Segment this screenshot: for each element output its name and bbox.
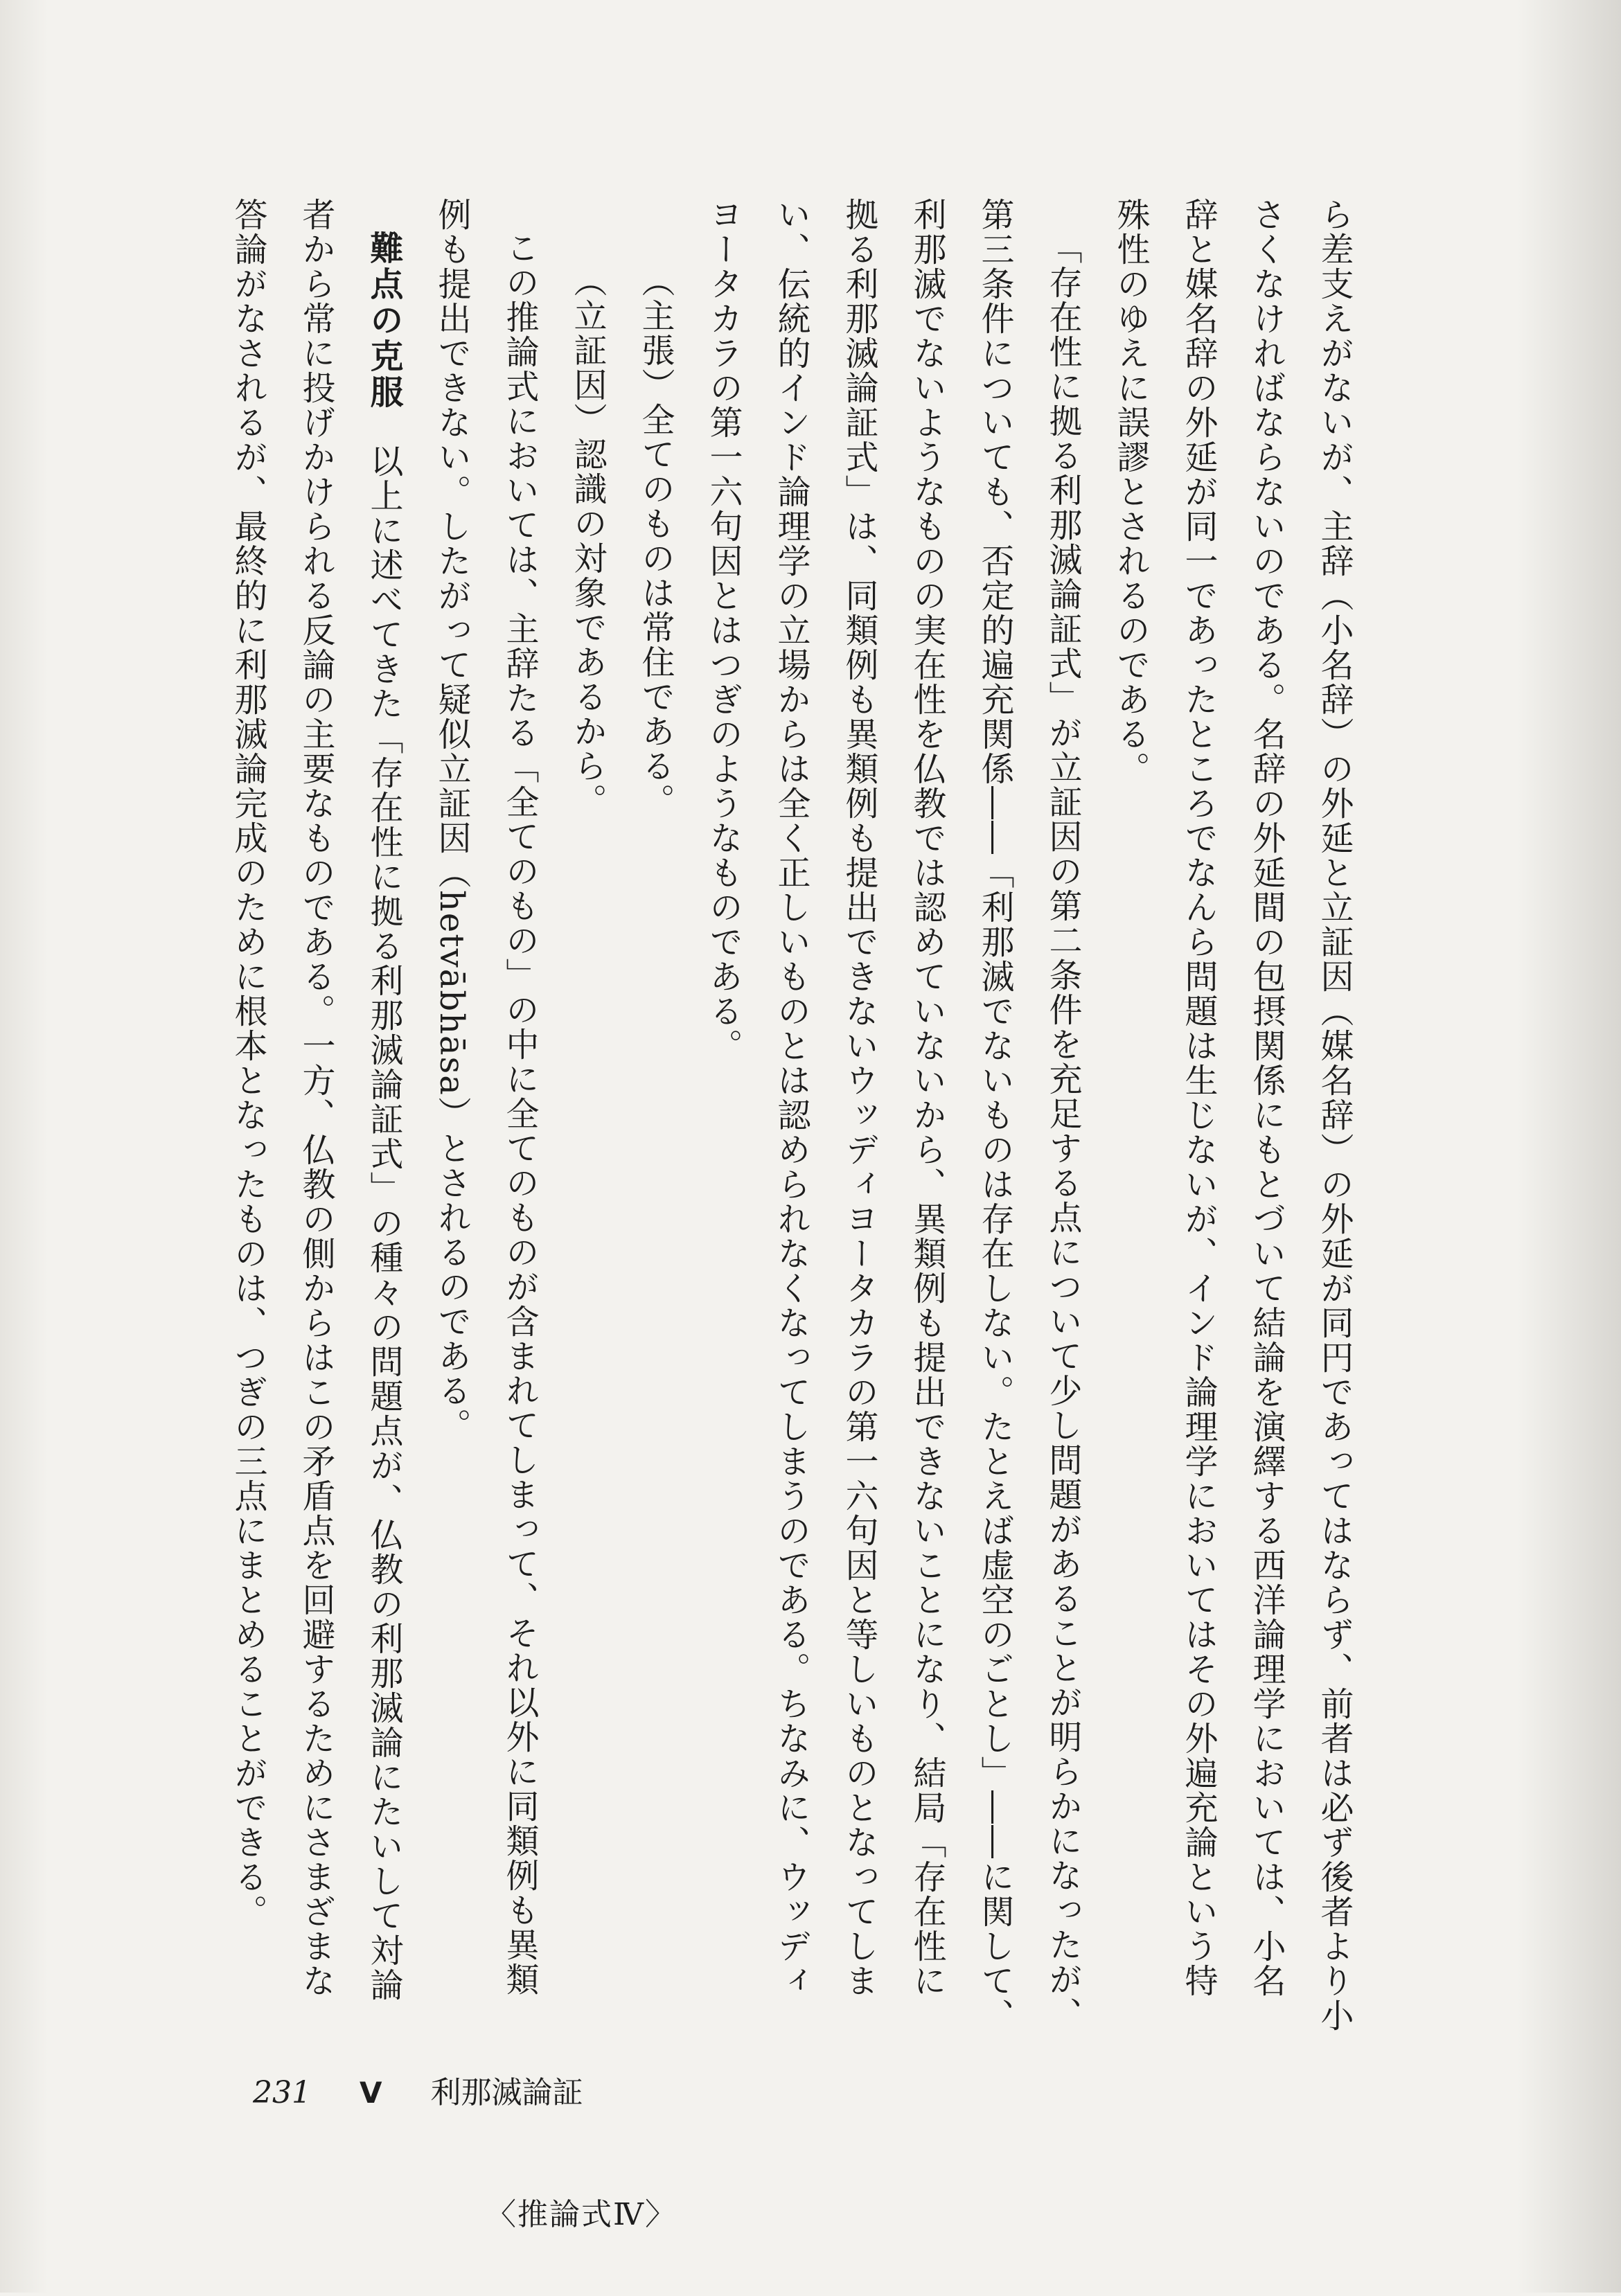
text-line-04: 殊性のゆえに誤謬とされるのである。 — [1111, 197, 1150, 786]
formula-label: 〈推論式Ⅳ〉 — [486, 2197, 677, 2232]
scan-shade-left — [0, 0, 48, 2293]
text-line-01: ら差支えがないが、主辞（小名辞）の外延と立証因（媒名辞）の外延が同円であってはならず、前者は必ず後者より小 — [1315, 197, 1354, 2033]
section-heading: 難点の克服 — [364, 231, 403, 411]
text-line-08: 拠る利那滅論証式」は、同類例も異類例も提出できないウッディヨータカラの第一六句因と等しいものとなってしま — [840, 197, 878, 1998]
text-line-15-main: 以上に述べてきた「存在性に拠る利那滅論証式」の種々の問題点が、仏教の利那滅論にたいして対論 — [364, 444, 403, 2002]
text-line-06: 第三条件についても、否定的遍充関係――「利那滅でないものは存在しない。たとえば虚空のごとし」――に関して、 — [975, 197, 1014, 2033]
text-line-07: 利那滅でないようなものの実在性を仏教では認めていないから、異類例も提出できないことになり、結局「存在性に — [907, 197, 946, 1998]
vertical-body-text — [204, 197, 1368, 2296]
text-line-14: 例も提出できない。したがって疑似立証因（hetvābhāsa）とされるのである。 — [432, 197, 471, 1443]
text-line-17: 答論がなされるが、最終的に利那滅論完成のために根本となったものは、つぎの三点にまとめることができる。 — [229, 197, 267, 1929]
text-line-15 — [350, 197, 418, 2296]
text-line-02: さくなければならないのである。名辞の外延間の包摂関係にもとづいて結論を演繹する西洋論理学においては、小名 — [1247, 197, 1286, 1998]
text-line-12: （立証因）認識の対象であるから。 — [568, 264, 607, 818]
scan-shade-right — [1517, 0, 1621, 2293]
text-line-13-main: この推論式においては、主辞たる「全てのもの」の中に全てのものが含まれてしまって、それ以外に同類例も異類 — [500, 231, 539, 1997]
running-title: 利那滅論証 — [430, 2075, 583, 2110]
page-number: 231 — [253, 2075, 311, 2110]
text-line-16: 者から常に投げかけられる反論の主要なものである。一方、仏教の側からはこの矛盾点を回避するためにさまざまな — [296, 197, 335, 1998]
page-footer — [253, 2067, 583, 2109]
text-line-03: 辞と媒名辞の外延が同一であったところでなんら問題は生じないが、インド論理学においてはその外遍充論という特 — [1179, 197, 1218, 1998]
chapter-number: V — [359, 2076, 382, 2110]
text-line-05: 「存在性に拠る利那滅論証式」が立証因の第二条件を充足する点について少し問題があることが明らかになったが、 — [1043, 231, 1082, 2031]
text-line-09: い、伝統的インド論理学の立場からは全く正しいものとは認められなくなってしまうのである。ちなみに、ウッディ — [772, 197, 810, 1998]
text-line-10: ヨータカラの第一六句因とはつぎのようなものである。 — [704, 197, 743, 1063]
text-line-11: （主張）全てのものは常住である。 — [636, 264, 675, 818]
